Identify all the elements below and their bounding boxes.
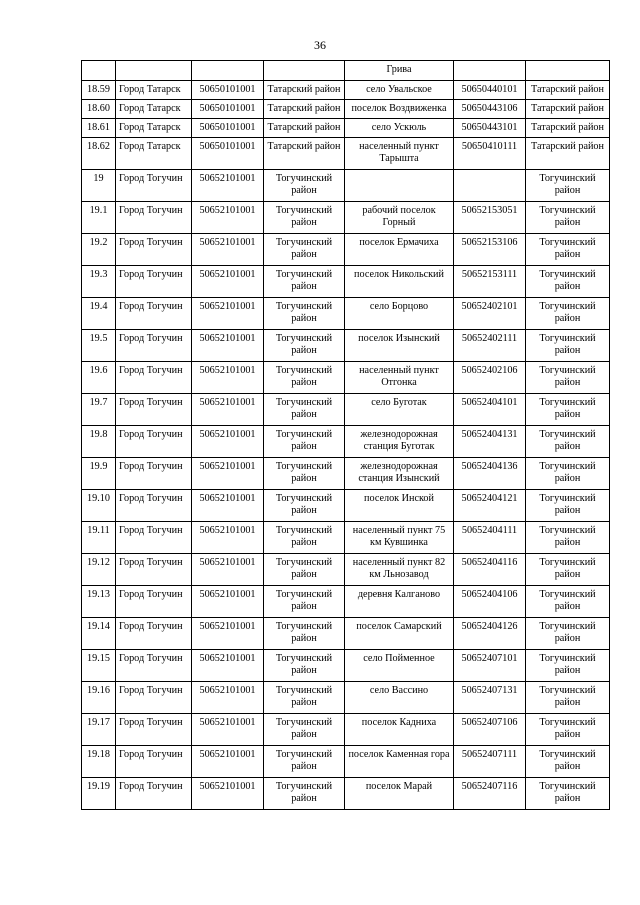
row-number: 19.4 bbox=[82, 298, 116, 330]
city-code-cell: 50652101001 bbox=[192, 714, 264, 746]
settlement-cell: железнодорожная станция Изынский bbox=[345, 458, 454, 490]
city-code-cell: 50652101001 bbox=[192, 618, 264, 650]
city-district-cell: Татарский район bbox=[264, 81, 345, 100]
city-code-cell: 50652101001 bbox=[192, 202, 264, 234]
settlement-district-cell: Татарский район bbox=[526, 119, 610, 138]
city-code-cell: 50650101001 bbox=[192, 138, 264, 170]
table-row bbox=[82, 394, 610, 426]
table-row bbox=[82, 586, 610, 618]
settlement-cell: населенный пункт 75 км Кувшинка bbox=[345, 522, 454, 554]
settlement-code-cell bbox=[454, 61, 526, 81]
row-number: 19.10 bbox=[82, 490, 116, 522]
city-district-cell: Татарский район bbox=[264, 119, 345, 138]
settlement-district-cell: Тогучинский район bbox=[526, 522, 610, 554]
table-row bbox=[82, 682, 610, 714]
city-cell: Город Тогучин bbox=[116, 554, 192, 586]
city-code-cell: 50652101001 bbox=[192, 394, 264, 426]
city-code-cell: 50652101001 bbox=[192, 426, 264, 458]
city-district-cell: Тогучинский район bbox=[264, 202, 345, 234]
table-row bbox=[82, 778, 610, 810]
city-district-cell: Тогучинский район bbox=[264, 650, 345, 682]
settlement-code-cell: 50652153111 bbox=[454, 266, 526, 298]
settlement-district-cell: Тогучинский район bbox=[526, 778, 610, 810]
row-number: 19.19 bbox=[82, 778, 116, 810]
city-district-cell: Тогучинский район bbox=[264, 330, 345, 362]
city-cell: Город Тогучин bbox=[116, 298, 192, 330]
city-code-cell: 50652101001 bbox=[192, 554, 264, 586]
row-number: 19.12 bbox=[82, 554, 116, 586]
city-cell: Город Тогучин bbox=[116, 746, 192, 778]
settlement-district-cell: Тогучинский район bbox=[526, 298, 610, 330]
settlement-cell: поселок Инской bbox=[345, 490, 454, 522]
row-number bbox=[82, 61, 116, 81]
settlement-code-cell: 50652404136 bbox=[454, 458, 526, 490]
city-cell: Город Тогучин bbox=[116, 586, 192, 618]
city-cell bbox=[116, 61, 192, 81]
settlement-cell: населенный пункт Тарышта bbox=[345, 138, 454, 170]
settlement-district-cell: Тогучинский район bbox=[526, 714, 610, 746]
city-cell: Город Татарск bbox=[116, 81, 192, 100]
table-row bbox=[82, 119, 610, 138]
settlement-code-cell: 50652404116 bbox=[454, 554, 526, 586]
settlement-code-cell: 50652404126 bbox=[454, 618, 526, 650]
city-code-cell: 50652101001 bbox=[192, 586, 264, 618]
table-row bbox=[82, 138, 610, 170]
table-row bbox=[82, 61, 610, 81]
city-cell: Город Тогучин bbox=[116, 330, 192, 362]
city-code-cell: 50652101001 bbox=[192, 682, 264, 714]
settlement-district-cell: Тогучинский район bbox=[526, 458, 610, 490]
settlement-cell: село Вассино bbox=[345, 682, 454, 714]
city-code-cell: 50652101001 bbox=[192, 362, 264, 394]
settlement-code-cell: 50650410111 bbox=[454, 138, 526, 170]
city-code-cell: 50650101001 bbox=[192, 81, 264, 100]
city-code-cell: 50652101001 bbox=[192, 650, 264, 682]
city-district-cell: Тогучинский район bbox=[264, 778, 345, 810]
city-district-cell: Тогучинский район bbox=[264, 170, 345, 202]
row-number: 19.9 bbox=[82, 458, 116, 490]
settlement-cell: поселок Ермачиха bbox=[345, 234, 454, 266]
row-number: 19.18 bbox=[82, 746, 116, 778]
settlement-cell: поселок Кадниха bbox=[345, 714, 454, 746]
settlement-district-cell: Тогучинский район bbox=[526, 650, 610, 682]
settlement-district-cell: Тогучинский район bbox=[526, 426, 610, 458]
settlement-cell: населенный пункт Отгонка bbox=[345, 362, 454, 394]
settlement-code-cell: 50652404131 bbox=[454, 426, 526, 458]
table-row bbox=[82, 100, 610, 119]
table-row bbox=[82, 330, 610, 362]
settlement-district-cell: Тогучинский район bbox=[526, 682, 610, 714]
city-code-cell: 50652101001 bbox=[192, 746, 264, 778]
city-cell: Город Тогучин bbox=[116, 650, 192, 682]
table-row bbox=[82, 266, 610, 298]
row-number: 18.59 bbox=[82, 81, 116, 100]
row-number: 19.1 bbox=[82, 202, 116, 234]
settlement-district-cell: Тогучинский район bbox=[526, 394, 610, 426]
row-number: 19 bbox=[82, 170, 116, 202]
city-code-cell: 50652101001 bbox=[192, 458, 264, 490]
settlement-cell: поселок Воздвиженка bbox=[345, 100, 454, 119]
table-row bbox=[82, 458, 610, 490]
city-code-cell bbox=[192, 61, 264, 81]
row-number: 19.8 bbox=[82, 426, 116, 458]
city-district-cell: Тогучинский район bbox=[264, 554, 345, 586]
city-district-cell: Татарский район bbox=[264, 100, 345, 119]
settlement-code-cell: 50652402111 bbox=[454, 330, 526, 362]
city-code-cell: 50652101001 bbox=[192, 490, 264, 522]
settlement-district-cell: Тогучинский район bbox=[526, 586, 610, 618]
settlement-cell: поселок Каменная гора bbox=[345, 746, 454, 778]
city-cell: Город Татарск bbox=[116, 138, 192, 170]
row-number: 19.6 bbox=[82, 362, 116, 394]
table-row bbox=[82, 426, 610, 458]
settlements-table bbox=[81, 60, 610, 810]
settlement-code-cell: 50652407111 bbox=[454, 746, 526, 778]
city-cell: Город Тогучин bbox=[116, 778, 192, 810]
table-row bbox=[82, 714, 610, 746]
table-row bbox=[82, 298, 610, 330]
city-district-cell: Татарский район bbox=[264, 138, 345, 170]
settlement-cell: деревня Калганово bbox=[345, 586, 454, 618]
row-number: 18.60 bbox=[82, 100, 116, 119]
settlement-district-cell: Тогучинский район bbox=[526, 170, 610, 202]
row-number: 19.3 bbox=[82, 266, 116, 298]
settlement-district-cell: Тогучинский район bbox=[526, 266, 610, 298]
table-row bbox=[82, 746, 610, 778]
settlement-cell: поселок Никольский bbox=[345, 266, 454, 298]
row-number: 19.14 bbox=[82, 618, 116, 650]
table-body bbox=[82, 61, 610, 810]
settlement-cell: село Борцово bbox=[345, 298, 454, 330]
row-number: 19.16 bbox=[82, 682, 116, 714]
city-code-cell: 50650101001 bbox=[192, 119, 264, 138]
settlement-district-cell: Тогучинский район bbox=[526, 362, 610, 394]
city-cell: Город Тогучин bbox=[116, 202, 192, 234]
settlement-district-cell: Тогучинский район bbox=[526, 330, 610, 362]
city-code-cell: 50652101001 bbox=[192, 330, 264, 362]
settlement-district-cell: Тогучинский район bbox=[526, 554, 610, 586]
city-district-cell: Тогучинский район bbox=[264, 682, 345, 714]
row-number: 19.13 bbox=[82, 586, 116, 618]
settlement-code-cell: 50650440101 bbox=[454, 81, 526, 100]
city-cell: Город Тогучин bbox=[116, 170, 192, 202]
settlement-code-cell: 50652153106 bbox=[454, 234, 526, 266]
settlement-cell: село Увальское bbox=[345, 81, 454, 100]
city-district-cell: Тогучинский район bbox=[264, 458, 345, 490]
table-row bbox=[82, 490, 610, 522]
city-code-cell: 50652101001 bbox=[192, 778, 264, 810]
settlement-cell: поселок Изынский bbox=[345, 330, 454, 362]
settlement-district-cell: Татарский район bbox=[526, 100, 610, 119]
city-cell: Город Тогучин bbox=[116, 618, 192, 650]
city-code-cell: 50652101001 bbox=[192, 522, 264, 554]
city-district-cell: Тогучинский район bbox=[264, 618, 345, 650]
city-cell: Город Тогучин bbox=[116, 394, 192, 426]
city-code-cell: 50652101001 bbox=[192, 170, 264, 202]
row-number: 19.7 bbox=[82, 394, 116, 426]
settlement-code-cell: 50652404111 bbox=[454, 522, 526, 554]
settlement-cell: рабочий поселок Горный bbox=[345, 202, 454, 234]
city-district-cell: Тогучинский район bbox=[264, 426, 345, 458]
city-district-cell: Тогучинский район bbox=[264, 490, 345, 522]
settlement-cell: железнодорожная станция Буготак bbox=[345, 426, 454, 458]
settlement-code-cell: 50652402106 bbox=[454, 362, 526, 394]
city-cell: Город Татарск bbox=[116, 119, 192, 138]
settlement-cell: Грива bbox=[345, 61, 454, 81]
settlement-code-cell: 50652407106 bbox=[454, 714, 526, 746]
row-number: 19.2 bbox=[82, 234, 116, 266]
city-code-cell: 50652101001 bbox=[192, 266, 264, 298]
table-row bbox=[82, 522, 610, 554]
settlement-code-cell: 50652404121 bbox=[454, 490, 526, 522]
settlement-code-cell: 50650443101 bbox=[454, 119, 526, 138]
city-cell: Город Тогучин bbox=[116, 234, 192, 266]
settlement-cell: поселок Марай bbox=[345, 778, 454, 810]
city-district-cell bbox=[264, 61, 345, 81]
city-cell: Город Тогучин bbox=[116, 458, 192, 490]
city-district-cell: Тогучинский район bbox=[264, 362, 345, 394]
settlement-code-cell: 50652404106 bbox=[454, 586, 526, 618]
settlement-district-cell: Тогучинский район bbox=[526, 202, 610, 234]
city-cell: Город Тогучин bbox=[116, 714, 192, 746]
row-number: 19.15 bbox=[82, 650, 116, 682]
table-row bbox=[82, 650, 610, 682]
settlement-district-cell: Татарский район bbox=[526, 138, 610, 170]
city-cell: Город Тогучин bbox=[116, 362, 192, 394]
row-number: 19.5 bbox=[82, 330, 116, 362]
settlement-code-cell: 50652407116 bbox=[454, 778, 526, 810]
settlement-code-cell: 50650443106 bbox=[454, 100, 526, 119]
page-number: 36 bbox=[314, 38, 326, 52]
settlement-district-cell: Тогучинский район bbox=[526, 746, 610, 778]
city-district-cell: Тогучинский район bbox=[264, 714, 345, 746]
table-row bbox=[82, 362, 610, 394]
table-row bbox=[82, 202, 610, 234]
city-code-cell: 50652101001 bbox=[192, 234, 264, 266]
city-district-cell: Тогучинский район bbox=[264, 234, 345, 266]
settlement-district-cell: Тогучинский район bbox=[526, 234, 610, 266]
table-row bbox=[82, 81, 610, 100]
city-cell: Город Тогучин bbox=[116, 490, 192, 522]
table-row bbox=[82, 618, 610, 650]
row-number: 19.11 bbox=[82, 522, 116, 554]
city-district-cell: Тогучинский район bbox=[264, 298, 345, 330]
city-cell: Город Тогучин bbox=[116, 522, 192, 554]
city-district-cell: Тогучинский район bbox=[264, 586, 345, 618]
settlement-code-cell: 50652404101 bbox=[454, 394, 526, 426]
table-row bbox=[82, 234, 610, 266]
city-code-cell: 50652101001 bbox=[192, 298, 264, 330]
settlement-code-cell: 50652153051 bbox=[454, 202, 526, 234]
city-cell: Город Татарск bbox=[116, 100, 192, 119]
settlement-code-cell: 50652402101 bbox=[454, 298, 526, 330]
city-district-cell: Тогучинский район bbox=[264, 522, 345, 554]
settlement-cell: село Ускюль bbox=[345, 119, 454, 138]
city-cell: Город Тогучин bbox=[116, 426, 192, 458]
settlement-district-cell: Татарский район bbox=[526, 81, 610, 100]
city-cell: Город Тогучин bbox=[116, 266, 192, 298]
settlement-cell: село Буготак bbox=[345, 394, 454, 426]
settlement-code-cell bbox=[454, 170, 526, 202]
settlement-cell: поселок Самарский bbox=[345, 618, 454, 650]
row-number: 19.17 bbox=[82, 714, 116, 746]
city-cell: Город Тогучин bbox=[116, 682, 192, 714]
table-row bbox=[82, 170, 610, 202]
city-district-cell: Тогучинский район bbox=[264, 266, 345, 298]
city-district-cell: Тогучинский район bbox=[264, 746, 345, 778]
city-district-cell: Тогучинский район bbox=[264, 394, 345, 426]
settlement-district-cell bbox=[526, 61, 610, 81]
settlement-code-cell: 50652407131 bbox=[454, 682, 526, 714]
settlement-district-cell: Тогучинский район bbox=[526, 490, 610, 522]
settlement-cell: населенный пункт 82 км Льнозавод bbox=[345, 554, 454, 586]
settlement-cell bbox=[345, 170, 454, 202]
settlement-code-cell: 50652407101 bbox=[454, 650, 526, 682]
table-row bbox=[82, 554, 610, 586]
row-number: 18.61 bbox=[82, 119, 116, 138]
city-code-cell: 50650101001 bbox=[192, 100, 264, 119]
settlement-cell: село Пойменное bbox=[345, 650, 454, 682]
row-number: 18.62 bbox=[82, 138, 116, 170]
settlement-district-cell: Тогучинский район bbox=[526, 618, 610, 650]
